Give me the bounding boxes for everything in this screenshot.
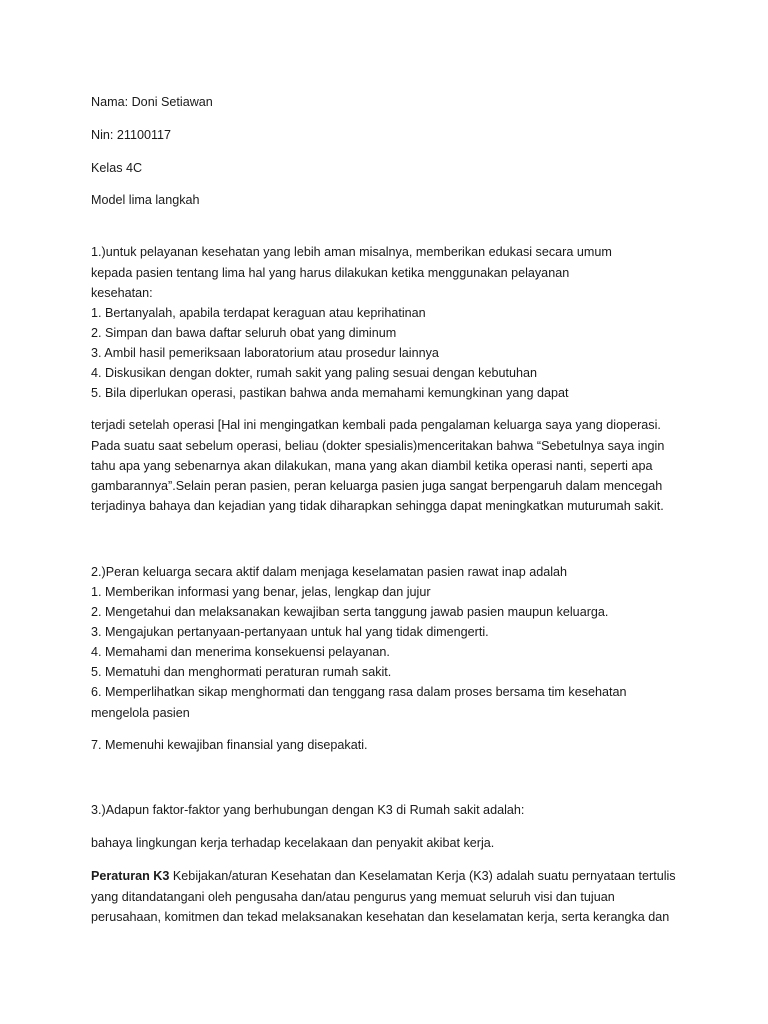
section3-intro: 3.)Adapun faktor-faktor yang berhubungan dengan K3 di Rumah sakit adalah: — [91, 803, 525, 817]
section2-list-item: 3. Mengajukan pertanyaan-pertanyaan untuk hal yang tidak dimengerti. — [91, 625, 489, 639]
section1-paragraph-line: gambarannya”.Selain peran pasien, peran keluarga pasien juga sangat berpengaruh dalam mencegah — [91, 479, 663, 493]
section2-list-item: mengelola pasien — [91, 706, 190, 720]
section1-list-item: 3. Ambil hasil pemeriksaan laboratorium atau prosedur lainnya — [91, 346, 439, 360]
section2-list-item: 7. Memenuhi kewajiban finansial yang disepakati. — [91, 738, 368, 752]
class-line: Kelas 4C — [91, 161, 143, 175]
regulation-heading: Peraturan K3 — [91, 869, 170, 883]
section3-paragraph-line — [91, 868, 676, 884]
section3-line: bahaya lingkungan kerja terhadap kecelakaan dan penyakit akibat kerja. — [91, 836, 495, 850]
section1-list-item: 5. Bila diperlukan operasi, pastikan bahwa anda memahami kemungkinan yang dapat — [91, 386, 569, 400]
section1-list-item: 4. Diskusikan dengan dokter, rumah sakit yang paling sesuai dengan kebutuhan — [91, 366, 537, 380]
section1-paragraph-line: tahu apa yang sebenarnya akan dilakukan, mana yang akan diambil ketika operasi nanti, seperti apa — [91, 459, 653, 473]
regulation-text: Kebijakan/aturan Kesehatan dan Keselamatan Kerja (K3) adalah suatu pernyataan tertulis — [169, 869, 676, 883]
section1-intro-line: 1.)untuk pelayanan kesehatan yang lebih aman misalnya, memberikan edukasi secara umum — [91, 245, 612, 259]
section3-paragraph-line: yang ditandatangani oleh pengusaha dan/atau pengurus yang memuat seluruh visi dan tujuan — [91, 890, 615, 904]
section2-list-item: 1. Memberikan informasi yang benar, jelas, lengkap dan jujur — [91, 585, 431, 599]
section1-paragraph-line: terjadi setelah operasi [Hal ini mengingatkan kembali pada pengalaman keluarga saya yang dioperasi. — [91, 418, 661, 432]
section2-list-item: 5. Mematuhi dan menghormati peraturan rumah sakit. — [91, 665, 392, 679]
nin-line: Nin: 21100117 — [91, 128, 172, 142]
section1-list-item: 2. Simpan dan bawa daftar seluruh obat yang diminum — [91, 326, 397, 340]
section2-list-item: 2. Mengetahui dan melaksanakan kewajiban serta tanggung jawab pasien maupun keluarga. — [91, 605, 609, 619]
section1-paragraph-line: Pada suatu saat sebelum operasi, beliau (dokter spesialis)menceritakan bahwa “Sebetulnya saya ingin — [91, 439, 665, 453]
section2-list-item: 6. Memperlihatkan sikap menghormati dan tenggang rasa dalam proses bersama tim kesehatan — [91, 685, 627, 699]
section1-intro-line: kesehatan: — [91, 286, 153, 300]
section1-paragraph-line: terjadinya bahaya dan kejadian yang tidak diharapkan sehingga dapat meningkatkan muturumah sakit. — [91, 499, 664, 513]
section1-list-item: 1. Bertanyalah, apabila terdapat keraguan atau keprihatinan — [91, 306, 426, 320]
section3-paragraph-line: perusahaan, komitmen dan tekad melaksanakan kesehatan dan keselamatan kerja, serta kerangka dan — [91, 910, 670, 924]
section2-list-item: 4. Memahami dan menerima konsekuensi pelayanan. — [91, 645, 390, 659]
name-line: Nama: Doni Setiawan — [91, 95, 213, 109]
section2-intro: 2.)Peran keluarga secara aktif dalam menjaga keselamatan pasien rawat inap adalah — [91, 565, 568, 579]
topic-line: Model lima langkah — [91, 193, 200, 207]
section1-intro-line: kepada pasien tentang lima hal yang harus dilakukan ketika menggunakan pelayanan — [91, 266, 570, 280]
